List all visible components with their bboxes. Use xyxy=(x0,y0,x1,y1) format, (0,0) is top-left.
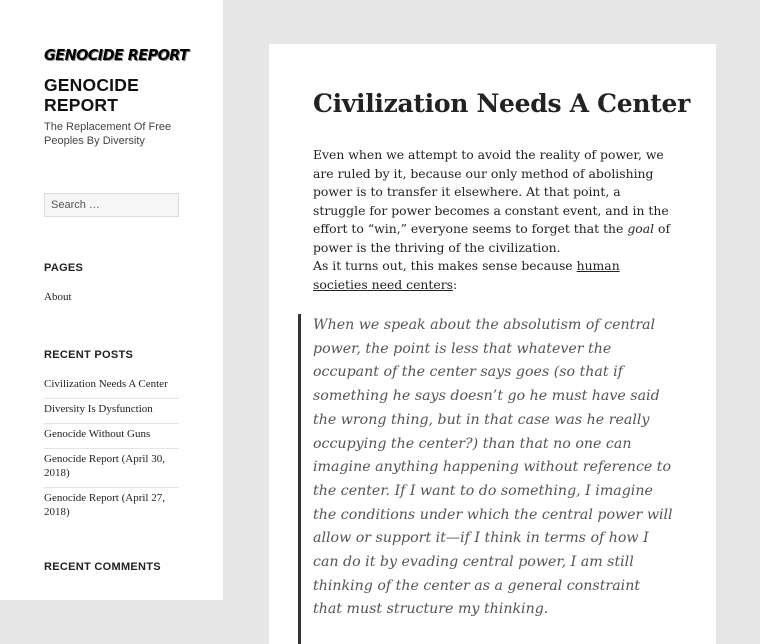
site-logo[interactable]: GENOCIDE REPORT xyxy=(44,46,189,64)
paragraph-1-text-start: Even when we attempt to avoid the reality of power, we are ruled by it, because our only method of abolishing power is to transfer it elsewhere. At that point, a struggle for power becomes a constant event, and in the effort to “win,” everyone seems to forget that the xyxy=(313,147,669,236)
sidebar xyxy=(0,0,223,600)
recent-posts-heading: RECENT POSTS xyxy=(44,349,134,361)
paragraph-2-text-end: : xyxy=(453,276,458,292)
recent-posts-list xyxy=(44,377,179,528)
recent-post-link[interactable]: Genocide Without Guns xyxy=(44,426,179,449)
recent-post-link[interactable]: Genocide Report (April 30, 2018) xyxy=(44,451,179,488)
recent-post-link[interactable]: Civilization Needs A Center xyxy=(44,377,179,399)
blockquote: When we speak about the absolutism of central power, the point is less that whatever the occupant of the center says goes (so that if something he says doesn’t go he must have said the wrong thing, but in that case was he really occupying the center?) than that no one can imagine anything happening without reference to the center. If I want to do something, I imagine the conditions under which the central power will allow or support it—if I think in terms of how I can do it by evading central power, I am still thinking of the center as a general constraint that must structure my thinking. xyxy=(313,317,673,618)
site-title[interactable]: GENOCIDE REPORT xyxy=(44,75,139,115)
paragraph-2-text-start: As it turns out, this makes sense because xyxy=(313,258,577,273)
recent-post-link[interactable]: Genocide Report (April 27, 2018) xyxy=(44,492,165,518)
human-societies-link[interactable]: human societies need centers xyxy=(313,258,620,292)
page-link-about[interactable]: About xyxy=(44,291,72,303)
pages-heading: PAGES xyxy=(44,262,84,274)
article-paragraph-2 xyxy=(313,257,673,294)
search-input[interactable]: Search … xyxy=(44,193,179,217)
recent-comments-heading: RECENT COMMENTS xyxy=(44,561,161,573)
article-paragraph-1 xyxy=(313,146,673,257)
article-panel xyxy=(269,44,716,644)
paragraph-1-text-end: of power is the thriving of the civilization. xyxy=(313,221,671,255)
recent-post-link[interactable]: Diversity Is Dysfunction xyxy=(44,401,179,424)
blockquote-bar xyxy=(298,314,301,644)
emphasis-goal: goal xyxy=(627,221,655,236)
article-title[interactable]: Civilization Needs A Center xyxy=(313,89,690,118)
site-description: The Replacement Of Free Peoples By Diversity xyxy=(44,121,172,147)
